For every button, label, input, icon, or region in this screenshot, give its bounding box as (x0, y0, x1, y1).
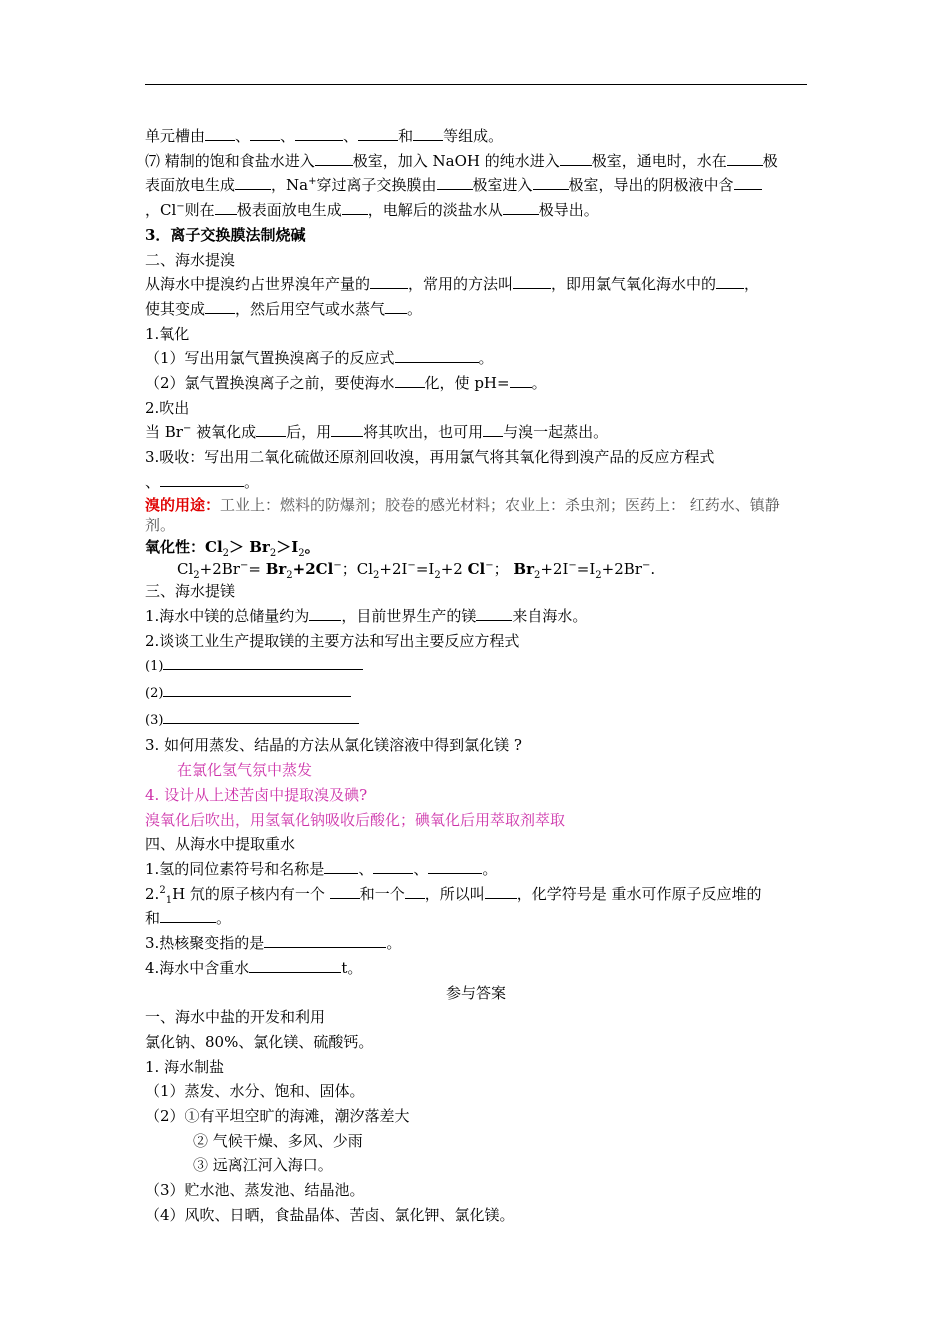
fill-in-blank (428, 858, 482, 874)
text-segment: ，化学符号是 重水可作原子反应堆的 (516, 884, 762, 903)
text-segment: 、 (145, 472, 161, 491)
text-segment: 当 Br (145, 423, 183, 442)
text-line (145, 346, 807, 371)
text-segment: 被氧化成 (191, 423, 257, 442)
text-segment: ，即用氯气氧化海水中的 (551, 275, 717, 294)
text-segment: 极室，加入 NaOH 的纯水进入 (352, 151, 560, 170)
header-rule (145, 84, 807, 85)
subscript: 2 (193, 570, 200, 582)
text-segment: 。 (304, 537, 320, 556)
text-line (145, 198, 807, 223)
text-segment: Br (265, 560, 287, 579)
text-segment: 表面放电生成 (145, 176, 236, 195)
text-line (145, 1055, 807, 1080)
text-segment: ；Cl (341, 560, 373, 579)
text-segment: 参与答案 (445, 983, 506, 1002)
superscript: − (333, 560, 342, 572)
text-segment: 来自海水。 (512, 606, 588, 625)
text-segment: ＞I (276, 537, 299, 556)
text-segment: 、 (280, 127, 296, 145)
text-segment: 氧化性：Cl (145, 537, 223, 556)
text-line (145, 707, 807, 734)
fill-in-blank (503, 199, 539, 215)
text-segment: 1.氢的同位素符号和名称是 (145, 859, 325, 878)
fill-in-blank (309, 605, 341, 621)
text-segment: 和 (145, 909, 161, 928)
fill-in-blank (205, 125, 235, 141)
subscript: 1 (165, 894, 173, 906)
text-line (145, 420, 807, 445)
fill-in-blank (385, 298, 407, 314)
text-line (145, 371, 807, 396)
text-segment: （1）蒸发、水分、饱和、固体。 (145, 1082, 365, 1101)
text-segment: ② 气候干燥、多风、少雨 (193, 1131, 363, 1150)
text-segment: 1.氧化 (145, 324, 190, 343)
fill-in-blank (485, 883, 517, 899)
text-segment: 极 (762, 151, 778, 170)
fill-in-blank (205, 298, 235, 314)
text-segment: = (248, 560, 266, 579)
text-segment: 极导出。 (538, 201, 599, 220)
text-segment: =I (415, 560, 435, 579)
fill-in-blank (395, 347, 479, 363)
text-line (145, 857, 807, 882)
fill-in-blank (395, 372, 425, 388)
text-segment: 2.谈谈工业生产提取镁的主要方法和写出主要反应方程式 (145, 631, 520, 650)
superscript: − (568, 560, 577, 572)
text-segment: 二、海水提溴 (145, 250, 236, 269)
text-segment: (2) (145, 686, 164, 702)
fill-in-blank (373, 858, 413, 874)
text-line (145, 733, 807, 758)
text-segment: 与溴一起蒸出。 (503, 423, 609, 442)
subscript: 2 (222, 547, 230, 559)
text-segment: 极室，导出的阴极液中含 (568, 176, 734, 195)
superscript: − (182, 423, 192, 435)
text-segment: ⑺ 精制的饱和食盐水进入 (145, 151, 315, 170)
text-segment: 。 (244, 472, 260, 491)
text-segment: 、 (343, 127, 359, 145)
text-segment: ，电解后的淡盐水从 (367, 201, 503, 220)
text-line (145, 629, 807, 654)
text-segment: H 氘的原子核内有一个 (172, 884, 330, 903)
text-segment: 溴的用途： (145, 495, 221, 514)
text-segment: 。 (216, 909, 232, 928)
text-line (145, 470, 807, 495)
fill-in-blank (358, 125, 398, 141)
text-line (145, 1079, 807, 1104)
text-segment: ，Cl (145, 201, 177, 220)
text-segment: +2Cl (292, 560, 334, 579)
text-line (145, 297, 807, 322)
fill-in-blank (413, 125, 443, 141)
fill-in-blank (513, 273, 551, 289)
text-segment: ，常用的方法叫 (408, 275, 514, 294)
text-line (145, 579, 807, 604)
text-segment: 3．离子交换膜法制烧碱 (145, 225, 306, 244)
superscript: 2 (159, 884, 166, 896)
fill-in-blank (405, 883, 425, 899)
text-line (145, 1153, 807, 1178)
text-segment: 3. 如何用蒸发、结晶的方法从氯化镁溶液中得到氯化镁 ? (145, 736, 522, 755)
superscript: − (485, 560, 494, 572)
text-segment: +2I (379, 560, 408, 579)
text-segment: （2）氯气置换溴离子之前，要使海水 (145, 374, 395, 393)
superscript: − (239, 560, 249, 572)
fill-in-blank (437, 174, 473, 190)
text-segment: Cl (177, 560, 194, 579)
text-segment: （2）①有平坦空旷的海滩，潮汐落差大 (145, 1107, 410, 1126)
subscript: 2 (286, 570, 293, 582)
text-line (145, 495, 807, 535)
text-line (145, 653, 807, 680)
text-line (145, 808, 807, 833)
fill-in-blank (215, 199, 237, 215)
text-line (145, 1005, 807, 1030)
subscript: 2 (434, 570, 441, 582)
fill-in-blank (235, 174, 271, 190)
fill-in-blank (510, 372, 532, 388)
text-segment: . (650, 560, 656, 579)
text-segment: 一、海水中盐的开发和利用 (145, 1008, 326, 1027)
fill-in-blank (727, 150, 763, 166)
text-segment: 。 (407, 299, 423, 318)
text-segment: 将其吹出，也可用 (363, 423, 484, 442)
text-segment: 。 (478, 349, 494, 368)
text-segment: 氯化钠、80%、氯化镁、硫酸钙。 (145, 1032, 374, 1051)
text-segment: t。 (341, 958, 363, 977)
fill-in-blank (250, 125, 280, 141)
fill-in-blank (476, 605, 512, 621)
fill-in-blank (249, 957, 341, 973)
text-line (145, 1030, 807, 1055)
fill-in-blank (324, 858, 358, 874)
text-segment: Br (513, 560, 534, 579)
text-segment: ，所以叫 (424, 884, 485, 903)
text-segment: (1) (145, 659, 164, 675)
fill-in-blank (330, 883, 360, 899)
subscript: 2 (595, 570, 602, 582)
text-segment: 3.热核聚变指的是 (145, 934, 265, 953)
fill-in-blank (163, 654, 363, 670)
text-segment: ，Na (271, 176, 309, 195)
text-segment: +2Br (601, 560, 642, 579)
fill-in-blank (331, 421, 363, 437)
text-segment: 后，用 (286, 423, 332, 442)
subscript: 2 (533, 570, 541, 582)
subscript: 2 (373, 570, 380, 582)
superscript: − (407, 560, 416, 572)
text-segment: 单元槽由 (145, 127, 206, 145)
text-segment: 和一个 (359, 884, 405, 903)
text-segment: 、 (235, 127, 251, 145)
text-line (145, 1203, 807, 1228)
text-line (145, 783, 807, 808)
text-segment: 4.海水中含重水 (145, 958, 250, 977)
text-segment: 2. (145, 884, 160, 903)
text-line (145, 445, 807, 470)
text-segment: 工业上：燃料的防爆剂；胶卷的感光材料；农业上：杀虫剂；医药上： 红药水、镇静剂。 (145, 495, 780, 534)
text-segment: 极室，通电时，水在 (591, 151, 727, 170)
fill-in-blank (160, 471, 244, 487)
text-line (145, 882, 807, 907)
text-segment: （1）写出用氯气置换溴离子的反应式 (145, 349, 395, 368)
text-segment: 穿过离子交换膜由 (316, 176, 437, 195)
text-segment: 则在 (184, 201, 215, 220)
fill-in-blank (160, 907, 216, 923)
text-line (145, 124, 807, 149)
text-segment: ＞ Br (229, 537, 270, 556)
text-line (145, 272, 807, 297)
fill-in-blank (264, 932, 386, 948)
text-segment: 从海水中提溴约占世界溴年产量的 (145, 275, 371, 294)
text-segment: 2.吹出 (145, 398, 190, 417)
text-segment: ，然后用空气或水蒸气 (235, 299, 386, 318)
text-segment: 极室进入 (472, 176, 533, 195)
superscript: − (641, 560, 651, 572)
text-line (145, 931, 807, 956)
text-line (145, 322, 807, 347)
text-line (145, 981, 807, 1006)
text-segment: 极表面放电生成 (236, 201, 342, 220)
text-line (145, 1129, 807, 1154)
superscript: − (176, 201, 185, 213)
fill-in-blank (163, 681, 351, 697)
text-segment: Cl (467, 560, 486, 579)
text-segment: 。 (386, 934, 402, 953)
text-line (145, 173, 807, 198)
fill-in-blank (734, 174, 762, 190)
text-segment: 等组成。 (443, 127, 504, 145)
text-segment: ，目前世界生产的镁 (341, 606, 477, 625)
text-line (145, 559, 807, 582)
text-line (145, 1178, 807, 1203)
fill-in-blank (370, 273, 408, 289)
text-segment: +2 (440, 560, 468, 579)
text-segment: ③ 远离江河入海口。 (193, 1156, 333, 1175)
text-segment: 。 (531, 374, 547, 393)
superscript: + (308, 176, 317, 188)
text-line (145, 1104, 807, 1129)
text-segment: （3）贮水池、蒸发池、结晶池。 (145, 1181, 365, 1200)
text-line (145, 680, 807, 707)
subscript: 2 (298, 547, 305, 559)
fill-in-blank (483, 421, 503, 437)
text-segment: (3) (145, 712, 164, 728)
text-segment: 在氯化氢气氛中蒸发 (177, 761, 313, 780)
text-segment: 和 (398, 127, 414, 145)
text-segment: 3.吸收：写出用二氧化硫做还原剂回收溴，再用氯气将其氧化得到溴产品的反应方程式 (145, 448, 715, 467)
subscript: 2 (269, 547, 277, 559)
text-segment: 四、从海水中提取重水 (145, 835, 296, 854)
fill-in-blank (295, 125, 343, 141)
text-segment: =I (576, 560, 596, 579)
text-line (145, 758, 807, 783)
text-segment: 。 (482, 859, 498, 878)
text-segment: 、 (413, 859, 429, 878)
fill-in-blank (256, 421, 286, 437)
text-segment: +2Br (199, 560, 240, 579)
text-line (145, 956, 807, 981)
fill-in-blank (533, 174, 569, 190)
fill-in-blank (716, 273, 744, 289)
text-line (145, 535, 807, 560)
text-line (145, 906, 807, 931)
text-segment: +2I (540, 560, 569, 579)
text-line (145, 396, 807, 421)
text-segment: 4. 设计从上述苦卤中提取溴及碘? (145, 785, 368, 804)
text-line (145, 149, 807, 174)
text-segment: 1. 海水制盐 (145, 1057, 225, 1076)
text-segment: 1.海水中镁的总储量约为 (145, 606, 310, 625)
fill-in-blank (342, 199, 368, 215)
text-line (145, 223, 807, 248)
text-line (145, 248, 807, 273)
fill-in-blank (163, 708, 359, 724)
text-line (145, 604, 807, 629)
text-segment: 溴氧化后吹出，用氢氧化钠吸收后酸化；碘氧化后用萃取剂萃取 (145, 810, 566, 829)
text-segment: ， (744, 275, 760, 294)
fill-in-blank (315, 150, 353, 166)
text-segment: 化，使 pH= (424, 374, 510, 393)
text-segment: 使其变成 (145, 299, 206, 318)
text-segment: （4）风吹、日晒，食盐晶体、苦卤、氯化钾、氯化镁。 (145, 1205, 515, 1224)
text-segment: 三、海水提镁 (145, 582, 236, 601)
text-segment: 、 (358, 859, 374, 878)
text-line (145, 832, 807, 857)
fill-in-blank (560, 150, 592, 166)
text-segment: ； (493, 560, 514, 579)
document-body (145, 124, 807, 1228)
